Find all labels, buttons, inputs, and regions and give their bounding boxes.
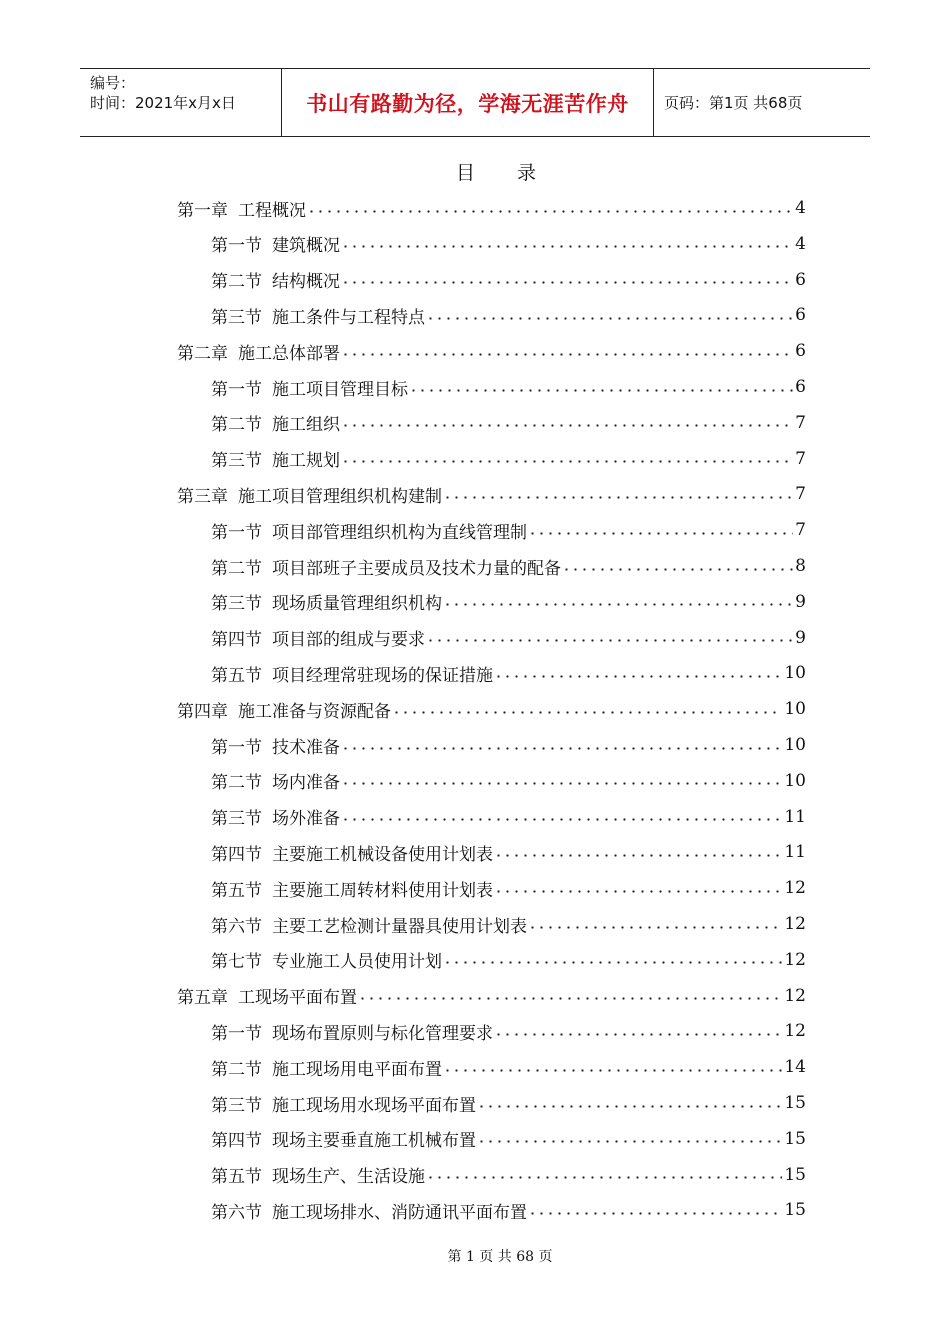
toc-entry-page: 15 <box>784 1164 806 1185</box>
toc-section-entry[interactable] <box>211 727 806 763</box>
toc-dot-leader <box>477 1140 782 1143</box>
header-number-label: 编号： <box>90 74 136 92</box>
toc-entry-title: 现场布置原则与标化管理要求 <box>272 1023 493 1044</box>
toc-entry-page: 6 <box>795 377 806 397</box>
toc-dot-leader <box>477 1105 782 1108</box>
toc-dot-leader <box>494 854 782 857</box>
toc-dot-leader <box>494 675 782 678</box>
toc-entry-title: 现场质量管理组织机构 <box>272 594 442 615</box>
toc-entry-title: 现场主要垂直施工机械布置 <box>272 1131 476 1152</box>
toc-entry-title: 施工组织 <box>272 415 340 436</box>
toc-section-entry[interactable] <box>211 1085 806 1121</box>
toc-entry-title: 现场生产、生活设施 <box>272 1167 425 1188</box>
header-page-cell <box>654 69 870 136</box>
toc-dot-leader <box>426 1176 782 1179</box>
toc-section-entry[interactable] <box>211 297 806 333</box>
toc-dot-leader <box>341 747 782 750</box>
toc-chapter-entry[interactable] <box>177 691 806 727</box>
toc-entry-title: 工程概况 <box>238 200 306 221</box>
toc-entry-page: 14 <box>784 1057 806 1078</box>
toc-dot-leader <box>358 997 782 1000</box>
toc-entry-page: 10 <box>784 735 806 755</box>
toc-entry-page: 11 <box>784 806 806 827</box>
toc-entry-label: 第二节 <box>211 1059 262 1080</box>
toc-dot-leader <box>494 1033 782 1036</box>
toc-section-entry[interactable] <box>211 942 806 978</box>
toc-entry-label: 第四节 <box>211 844 262 865</box>
toc-entry-page: 8 <box>795 556 806 576</box>
toc-dot-leader <box>562 568 793 571</box>
toc-dot-leader <box>341 245 793 248</box>
toc-entry-page: 4 <box>795 198 806 218</box>
toc-entry-title: 场内准备 <box>272 773 340 794</box>
toc-section-entry[interactable] <box>211 1121 806 1157</box>
toc-dot-leader <box>528 926 782 929</box>
toc-entry-label: 第一节 <box>211 1023 262 1044</box>
header-motto: 书山有路勤为径，学海无涯苦作舟 <box>306 91 629 116</box>
toc-entry-title: 主要施工机械设备使用计划表 <box>272 844 493 865</box>
toc-section-entry[interactable] <box>211 1013 806 1049</box>
toc-chapter-entry[interactable] <box>177 333 806 369</box>
toc-section-entry[interactable] <box>211 405 806 441</box>
toc-entry-label: 第五节 <box>211 1167 262 1188</box>
toc-dot-leader <box>409 389 793 392</box>
toc-entry-page: 4 <box>795 233 806 254</box>
toc-entry-page: 7 <box>795 484 806 505</box>
toc-entry-label: 第三节 <box>211 594 262 615</box>
toc-section-entry[interactable] <box>211 906 806 942</box>
toc-section-entry[interactable] <box>211 620 806 656</box>
header-time-label: 时间：2021年x月x日 <box>90 94 236 112</box>
toc-entry-page: 15 <box>784 1128 806 1149</box>
toc-section-entry[interactable] <box>211 441 806 477</box>
toc-entry-label: 第二节 <box>211 773 262 794</box>
toc-entry-page: 12 <box>784 1021 806 1042</box>
toc-dot-leader <box>426 317 793 320</box>
page-footer: 第 1 页 共 68 页 <box>447 1249 553 1265</box>
toc-entry-label: 第一节 <box>211 522 262 543</box>
toc-entry-page: 10 <box>784 699 806 720</box>
toc-entry-title: 结构概况 <box>272 272 340 293</box>
toc-entry-label: 第四节 <box>211 630 262 651</box>
toc-section-entry[interactable] <box>211 799 806 835</box>
toc-entry-title: 建筑概况 <box>272 236 340 257</box>
toc-section-entry[interactable] <box>211 1049 806 1085</box>
toc-entry-title: 项目部班子主要成员及技术力量的配备 <box>272 558 561 579</box>
toc-entry-page: 7 <box>795 520 806 541</box>
toc-entry-label: 第四节 <box>211 1131 262 1152</box>
toc-section-entry[interactable] <box>211 369 806 405</box>
toc-entry-page: 7 <box>795 448 806 469</box>
toc-section-entry[interactable] <box>211 584 806 620</box>
toc-entry-label: 第五节 <box>211 880 262 901</box>
toc-section-entry[interactable] <box>211 655 806 691</box>
page-header <box>80 68 870 137</box>
toc-entry-page: 10 <box>784 770 806 791</box>
toc-entry-title: 工现场平面布置 <box>238 988 357 1009</box>
toc-entry-label: 第三节 <box>211 809 262 830</box>
toc-section-entry[interactable] <box>211 512 806 548</box>
toc-dot-leader <box>443 1069 782 1072</box>
toc-title: 目 录 <box>455 162 555 184</box>
toc-entry-title: 施工现场排水、消防通讯平面布置 <box>272 1202 527 1223</box>
toc-dot-leader <box>341 782 782 785</box>
header-page-info: 页码：第1页 共68页 <box>664 94 803 112</box>
toc-entry-title: 施工现场用水现场平面布置 <box>272 1095 476 1116</box>
toc-entry-title: 场外准备 <box>272 809 340 830</box>
toc-dot-leader <box>341 424 793 427</box>
toc-entry-page: 9 <box>795 591 806 612</box>
toc-entry-title: 项目经理常驻现场的保证措施 <box>272 665 493 686</box>
toc-section-entry[interactable] <box>211 1157 806 1193</box>
toc-entry-label: 第五节 <box>211 665 262 686</box>
toc-section-entry[interactable] <box>211 870 806 906</box>
toc-entry-label: 第五章 <box>177 988 228 1009</box>
toc-entry-label: 第一节 <box>211 737 262 758</box>
toc-dot-leader <box>341 818 782 821</box>
toc-entry-page: 12 <box>784 949 806 970</box>
toc-entry-label: 第一节 <box>211 379 262 400</box>
toc-entry-label: 第三节 <box>211 451 262 472</box>
toc-entry-page: 9 <box>795 627 806 648</box>
toc-entry-label: 第二节 <box>211 558 262 579</box>
toc-entry-title: 施工项目管理目标 <box>272 379 408 400</box>
toc-entry-label: 第三章 <box>177 486 228 507</box>
toc-entry-title: 施工规划 <box>272 451 340 472</box>
toc-dot-leader <box>341 281 793 284</box>
toc-entry-title: 施工总体部署 <box>238 343 340 364</box>
toc-entry-label: 第二节 <box>211 272 262 293</box>
toc-entry-label: 第一节 <box>211 236 262 257</box>
toc-entry-page: 12 <box>784 985 806 1006</box>
toc-chapter-entry[interactable] <box>177 978 806 1014</box>
toc-entry-label: 第四章 <box>177 701 228 722</box>
toc-section-entry[interactable] <box>211 262 806 298</box>
toc-entry-title: 施工项目管理组织机构建制 <box>238 486 442 507</box>
toc-entry-title: 项目部的组成与要求 <box>272 630 425 651</box>
toc-entry-title: 施工准备与资源配备 <box>238 701 391 722</box>
toc-dot-leader <box>528 532 793 535</box>
toc-entry-page: 15 <box>784 1200 806 1221</box>
toc-entry-title: 技术准备 <box>272 737 340 758</box>
toc-section-entry[interactable] <box>211 548 806 584</box>
toc-dot-leader <box>341 460 793 463</box>
toc-entry-label: 第七节 <box>211 952 262 973</box>
toc-dot-leader <box>494 890 782 893</box>
toc-entry-page: 10 <box>784 663 806 684</box>
toc-entry-label: 第二章 <box>177 343 228 364</box>
toc-dot-leader <box>443 603 793 606</box>
toc-dot-leader <box>341 353 793 356</box>
toc-entry-title: 专业施工人员使用计划 <box>272 952 442 973</box>
toc-entry-label: 第三节 <box>211 1095 262 1116</box>
toc-entry-title: 施工现场用电平面布置 <box>272 1059 442 1080</box>
toc-chapter-entry[interactable] <box>177 476 806 512</box>
toc-entry-title: 项目部管理组织机构为直线管理制 <box>272 522 527 543</box>
toc-dot-leader <box>443 961 782 964</box>
toc-entry-label: 第一章 <box>177 200 228 221</box>
toc-entry-label: 第六节 <box>211 1202 262 1223</box>
header-motto-cell <box>282 69 654 136</box>
toc-entry-title: 施工条件与工程特点 <box>272 307 425 328</box>
toc-entry-page: 12 <box>784 914 806 934</box>
toc-entry-title: 主要施工周转材料使用计划表 <box>272 880 493 901</box>
toc-dot-leader <box>528 1212 782 1215</box>
toc-section-entry[interactable] <box>211 763 806 799</box>
toc-dot-leader <box>392 711 782 714</box>
toc-dot-leader <box>307 210 793 213</box>
toc-dot-leader <box>443 496 793 499</box>
toc-section-entry[interactable] <box>211 834 806 870</box>
toc-entry-page: 15 <box>784 1093 806 1113</box>
toc-entry-label: 第二节 <box>211 415 262 436</box>
toc-dot-leader <box>426 639 793 642</box>
toc-chapter-entry[interactable] <box>177 190 806 226</box>
toc-entry-page: 6 <box>795 341 806 362</box>
toc-entry-page: 6 <box>795 305 806 326</box>
toc-entry-page: 6 <box>795 269 806 290</box>
toc-section-entry[interactable] <box>211 226 806 262</box>
toc-entry-page: 7 <box>795 412 806 433</box>
toc-entry-title: 主要工艺检测计量器具使用计划表 <box>272 916 527 937</box>
toc-entry-page: 11 <box>784 842 806 863</box>
header-meta <box>80 69 282 136</box>
toc-entry-label: 第六节 <box>211 916 262 937</box>
toc-entry-page: 12 <box>784 878 806 899</box>
toc-entry-label: 第三节 <box>211 307 262 328</box>
toc-section-entry[interactable] <box>211 1192 806 1228</box>
